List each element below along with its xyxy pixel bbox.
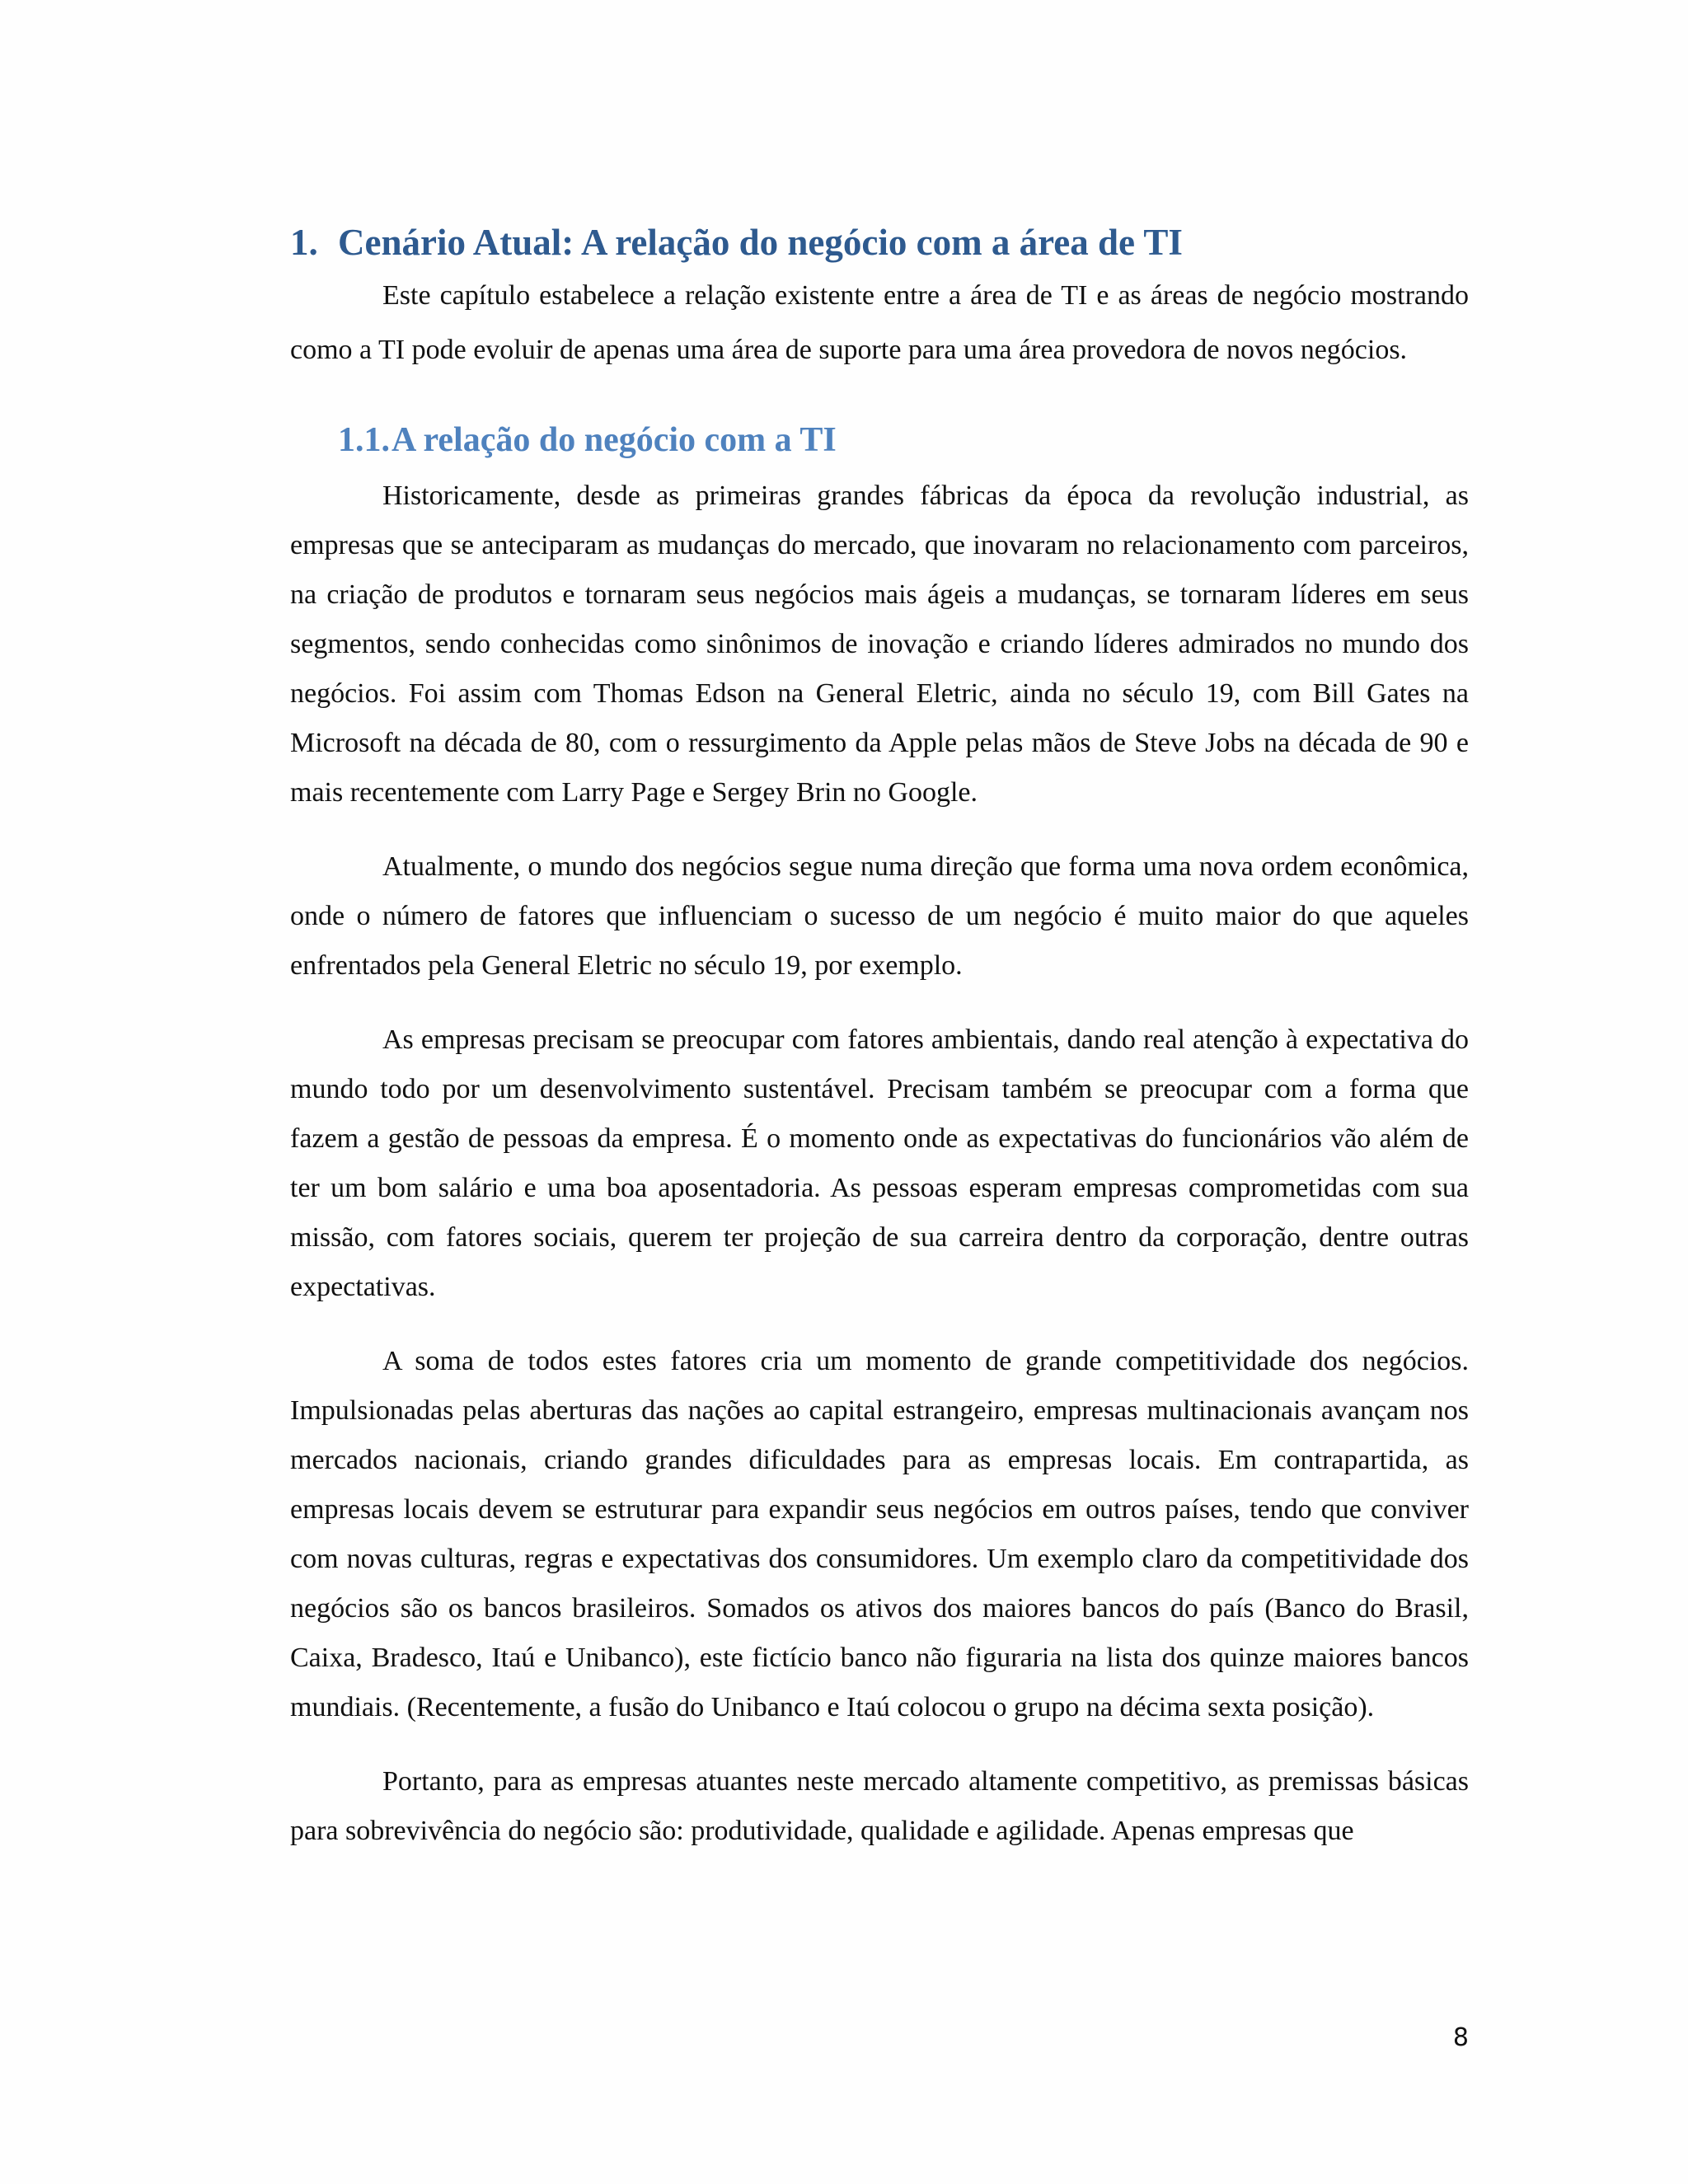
body-paragraph-5: Portanto, para as empresas atuantes neste mercado altamente competitivo, as premissas básicas para sobrevivência do negócio são: produtividade, qualidade e agilidade. Apenas empresas que (290, 1766, 1469, 1846)
page-content (290, 216, 1469, 1856)
page-number: 8 (1452, 2023, 1469, 2052)
chapter-heading (290, 216, 1469, 269)
section-heading (338, 415, 1469, 465)
section-number: 1.1. (338, 421, 390, 459)
chapter-number: 1. (290, 222, 318, 263)
chapter-title: Cenário Atual: A relação do negócio com a área de TI (338, 222, 1183, 263)
section-title: A relação do negócio com a TI (392, 421, 837, 459)
body-paragraph-1: Historicamente, desde as primeiras grandes fábricas da época da revolução industrial, as empresas que se anteciparam as mudanças do mercado, que inovaram no relacionamento com parceiros, na criação de produtos e tornaram seus negócios mais ágeis a mudanças, se tornaram líderes em seus segmentos, sendo conhecidas como sinônimos de inovação e criando líderes admirados no mundo dos negócios. Foi assim com Thomas Edson na General Eletric, ainda no século 19, com Bill Gates na Microsoft na década de 80, com o ressurgimento da Apple pelas mãos de Steve Jobs na década de 90 e mais recentemente com Larry Page e Sergey Brin no Google. (290, 480, 1469, 808)
chapter-intro-paragraph: Este capítulo estabelece a relação existente entre a área de TI e as áreas de negócio mostrando como a TI pode evoluir de apenas uma área de suporte para uma área provedora de novos negócios. (290, 280, 1469, 365)
body-paragraph-3: As empresas precisam se preocupar com fatores ambientais, dando real atenção à expectativa do mundo todo por um desenvolvimento sustentável. Precisam também se preocupar com a forma que fazem a gestão de pessoas da empresa. É o momento onde as expectativas do funcionários vão além de ter um bom salário e uma boa aposentadoria. As pessoas esperam empresas comprometidas com sua missão, com fatores sociais, querem ter projeção de sua carreira dentro da corporação, dentre outras expectativas. (290, 1024, 1469, 1302)
body-paragraph-4: A soma de todos estes fatores cria um momento de grande competitividade dos negócios. Impulsionadas pelas aberturas das nações ao capital estrangeiro, empresas multinacionais avançam nos mercados nacionais, criando grandes dificuldades para as empresas locais. Em contrapartida, as empresas locais devem se estruturar para expandir seus negócios em outros países, tendo que conviver com novas culturas, regras e expectativas dos consumidores. Um exemplo claro da competitividade dos negócios são os bancos brasileiros. Somados os ativos dos maiores bancos do país (Banco do Brasil, Caixa, Bradesco, Itaú e Unibanco), este fictício banco não figuraria na lista dos quinze maiores bancos mundiais. (Recentemente, a fusão do Unibanco e Itaú colocou o grupo na décima sexta posição). (290, 1346, 1469, 1722)
body-paragraph-2: Atualmente, o mundo dos negócios segue numa direção que forma uma nova ordem econômica, onde o número de fatores que influenciam o sucesso de um negócio é muito maior do que aqueles enfrentados pela General Eletric no século 19, por exemplo. (290, 851, 1469, 981)
